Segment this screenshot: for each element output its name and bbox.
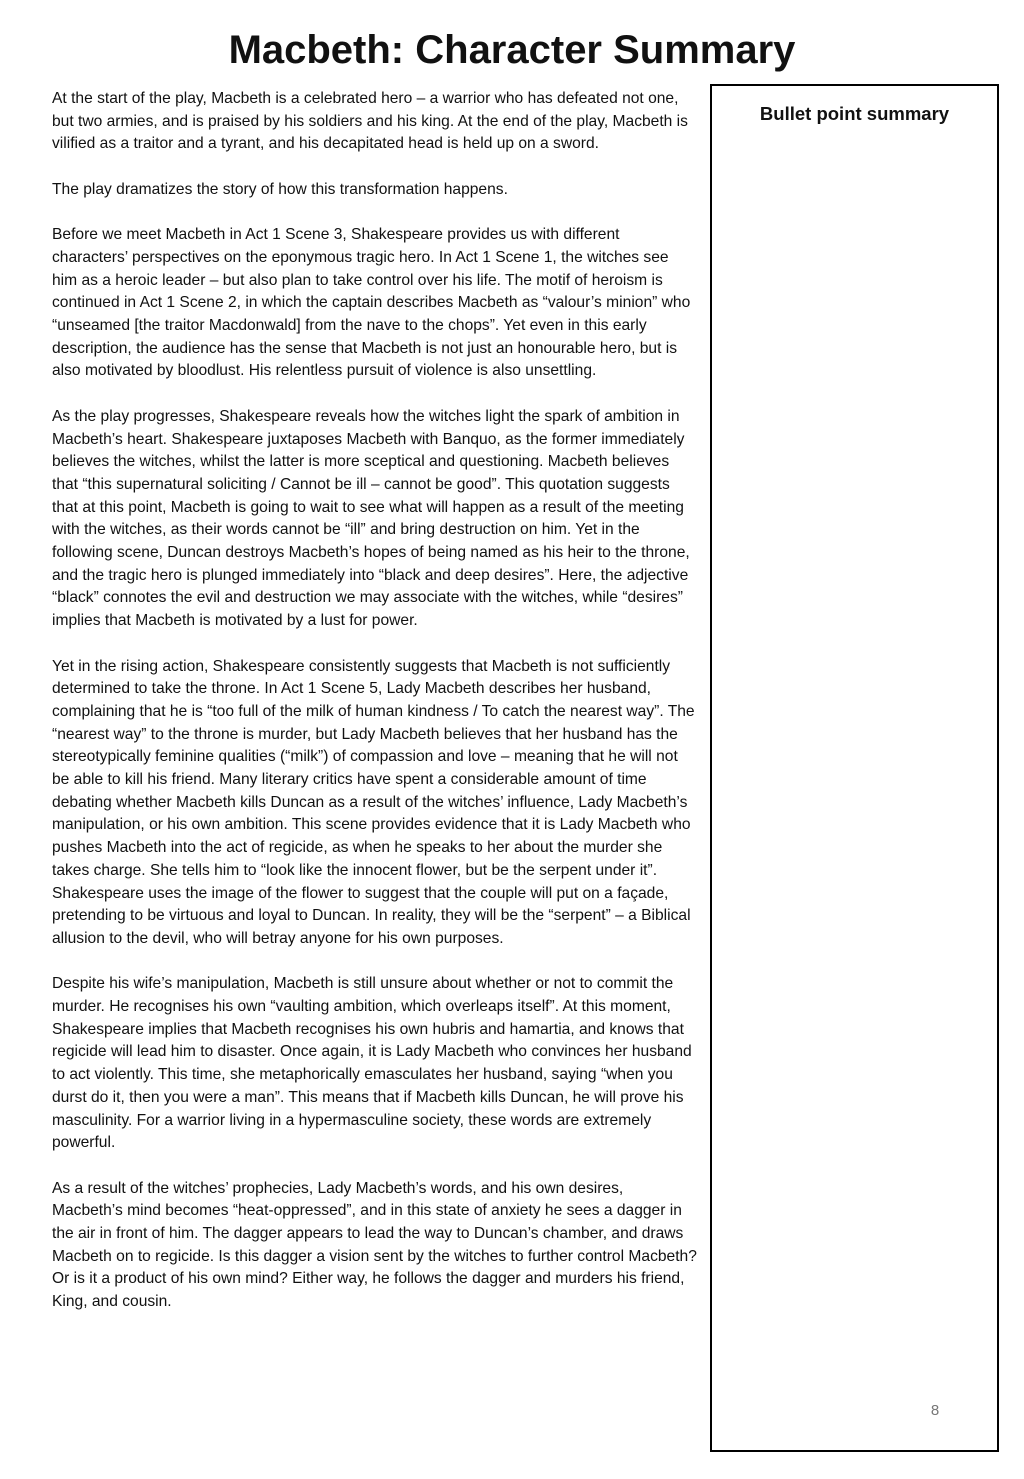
bullet-summary-box bbox=[710, 84, 999, 1452]
paragraph-manipulation: Despite his wife’s manipulation, Macbeth is still unsure about whether or not to commit the murder. He recognises his own “vaulting ambition, which overleaps itself”. At this moment, Shakespeare implies that Macbeth recognises his own hubris and hamartia, and knows that regicide will lead him to disaster. Once again, it is Lady Macbeth who convinces her husband to act violently. This time, she metaphorically emasculates her husband, saying “when you durst do it, then you were a man”. This means that if Macbeth kills Duncan, he will prove his masculinity. For a warrior living in a hypermasculine society, these words are extremely powerful. bbox=[52, 975, 692, 1152]
paragraph-intro: At the start of the play, Macbeth is a celebrated hero – a warrior who has defeated not one, but two armies, and is praised by his soldiers and his king. At the end of the play, Macbeth is vilified as a traitor and a tyrant, and his decapitated head is held up on a sword. bbox=[52, 90, 688, 153]
paragraph-dagger: As a result of the witches’ prophecies, Lady Macbeth’s words, and his own desires, Macbeth’s mind becomes “heat-oppressed”, and in this state of anxiety he sees a dagger in the air in front of him. The dagger appears to lead the way to Duncan’s chamber, and draws Macbeth on to regicide. Is this dagger a vision sent by the witches to further control Macbeth? Or is it a product of his own mind? Either way, he follows the dagger and murders his friend, King, and cousin. bbox=[52, 1179, 697, 1311]
paragraph-ambition: As the play progresses, Shakespeare reveals how the witches light the spark of ambition in Macbeth’s heart. Shakespeare juxtaposes Macbeth with Banquo, as the former immediately believes the witches, whilst the latter is more sceptical and questioning. Macbeth believes that “this supernatural soliciting / Cannot be ill – cannot be good”. This quotation suggests that at this point, Macbeth is going to wait to see what will happen as a result of the meeting with the witches, as their words cannot be “ill” and bring destruction on him. Yet in the following scene, Duncan destroys Macbeth’s hopes of being named as his heir to the throne, and the tragic hero is plunged immediately into “black and deep desires”. Here, the adjective “black” connotes the evil and destruction we may associate with the witches, while “desires” implies that Macbeth is motivated by a lust for power. bbox=[52, 407, 690, 630]
body-text bbox=[52, 88, 698, 1337]
paragraph-perspectives: Before we meet Macbeth in Act 1 Scene 3, Shakespeare provides us with different characters’ perspectives on the eponymous tragic hero. In Act 1 Scene 1, the witches see him as a heroic leader – but also plan to take control over his life. The motif of heroism is continued in Act 1 Scene 2, in which the captain describes Macbeth as “valour’s minion” who “unseamed [the traitor Macdonwald] from the nave to the chops”. Yet even in this early description, the audience has the sense that Macbeth is not just an honourable hero, but is also motivated by bloodlust. His relentless pursuit of violence is also unsettling. bbox=[52, 226, 691, 380]
page-title: Macbeth: Character Summary bbox=[228, 28, 796, 72]
summary-heading: Bullet point summary bbox=[759, 103, 950, 124]
paragraph-transformation: The play dramatizes the story of how this transformation happens. bbox=[52, 180, 508, 198]
paragraph-rising-action: Yet in the rising action, Shakespeare consistently suggests that Macbeth is not sufficiently determined to take the throne. In Act 1 Scene 5, Lady Macbeth describes her husband, complaining that he is “too full of the milk of human kindness / To catch the nearest way”. The “nearest way” to the throne is murder, but Lady Macbeth believes that her husband has the stereotypically feminine qualities (“milk”) of compassion and love – meaning that he will not be able to kill his friend. Many literary critics have spent a considerable amount of time debating whether Macbeth kills Duncan as a result of the witches’ influence, Lady Macbeth’s manipulation, or his own ambition. This scene provides evidence that it is Lady Macbeth who pushes Macbeth into the act of regicide, as when he speaks to her about the murder she takes charge. She tells him to “look like the innocent flower, but be the serpent under it”. Shakespeare uses the image of the flower to suggest that the couple will put on a façade, pretending to be virtuous and loyal to Duncan. In reality, they will be the “serpent” – a Biblical allusion to the devil, who will betray anyone for his own purposes. bbox=[52, 657, 695, 947]
page-number: 8 bbox=[930, 1402, 940, 1419]
